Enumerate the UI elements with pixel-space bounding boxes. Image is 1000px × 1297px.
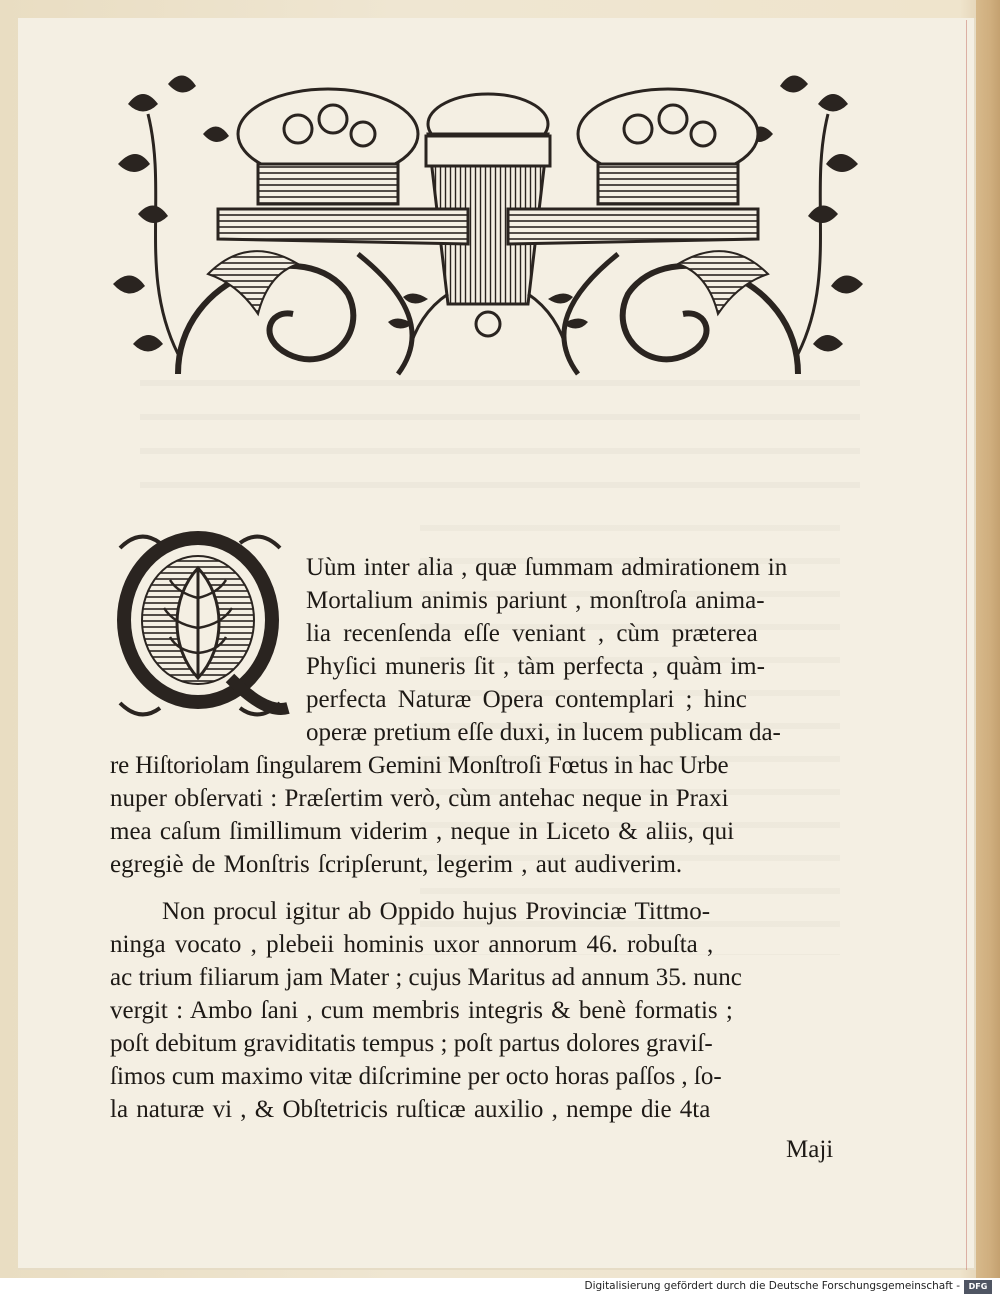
catchword: Maji (786, 1136, 834, 1163)
text-line: Phyſici muneris ſit , tàm perfecta , quàm im- (306, 653, 765, 680)
dfg-logo-icon[interactable]: DFG (964, 1280, 992, 1294)
text-line: operæ pretium eſſe duxi, in lucem publicam da- (306, 719, 781, 746)
text-line: Mortalium animis pariunt , monſtroſa anima- (306, 587, 765, 614)
floral-headpiece-icon (108, 74, 868, 386)
decorated-initial-q-icon (110, 528, 290, 720)
text-line: mea caſum ſimillimum viderim , neque in Liceto & aliis, qui (110, 818, 735, 845)
text-line: vergit : Ambo ſani , cum membris integris & benè formatis ; (110, 997, 733, 1024)
footer-credit: Digitalisierung gefördert durch die Deutsche Forschungsgemeinschaft - (584, 1280, 960, 1292)
footer-bar (0, 1278, 1000, 1297)
text-line: lia recenſenda eſſe veniant , cùm præterea (306, 620, 758, 647)
text-line: egregiè de Monſtris ſcripſerunt, legerim , aut audiverim. (110, 851, 683, 878)
text-line: Non procul igitur ab Oppido hujus Provinciæ Tittmo- (162, 898, 711, 925)
text-line: poſt debitum graviditatis tempus ; poſt partus dolores graviſ- (110, 1030, 713, 1057)
text-line: ac trium filiarum jam Mater ; cujus Maritus ad annum 35. nunc (110, 964, 742, 991)
text-line: Uùm inter alia , quæ ſummam admirationem in (306, 554, 788, 581)
page-edge-line (966, 20, 967, 1270)
text-line: la naturæ vi , & Obſtetricis ruſticæ auxilio , nempe die 4ta (110, 1096, 711, 1123)
book-edge (976, 0, 1000, 1278)
text-line: perfecta Naturæ Opera contemplari ; hinc (306, 686, 747, 713)
text-line: ninga vocato , plebeii hominis uxor annorum 46. robuſta , (110, 931, 714, 958)
text-line: re Hiſtoriolam ſingularem Gemini Monſtroſi Fœtus in hac Urbe (110, 752, 729, 779)
text-line: ſimos cum maximo vitæ diſcrimine per octo horas paſſos , ſo- (110, 1063, 722, 1090)
text-line: nuper obſervati : Præſertim verò, cùm antehac neque in Praxi (110, 785, 729, 812)
